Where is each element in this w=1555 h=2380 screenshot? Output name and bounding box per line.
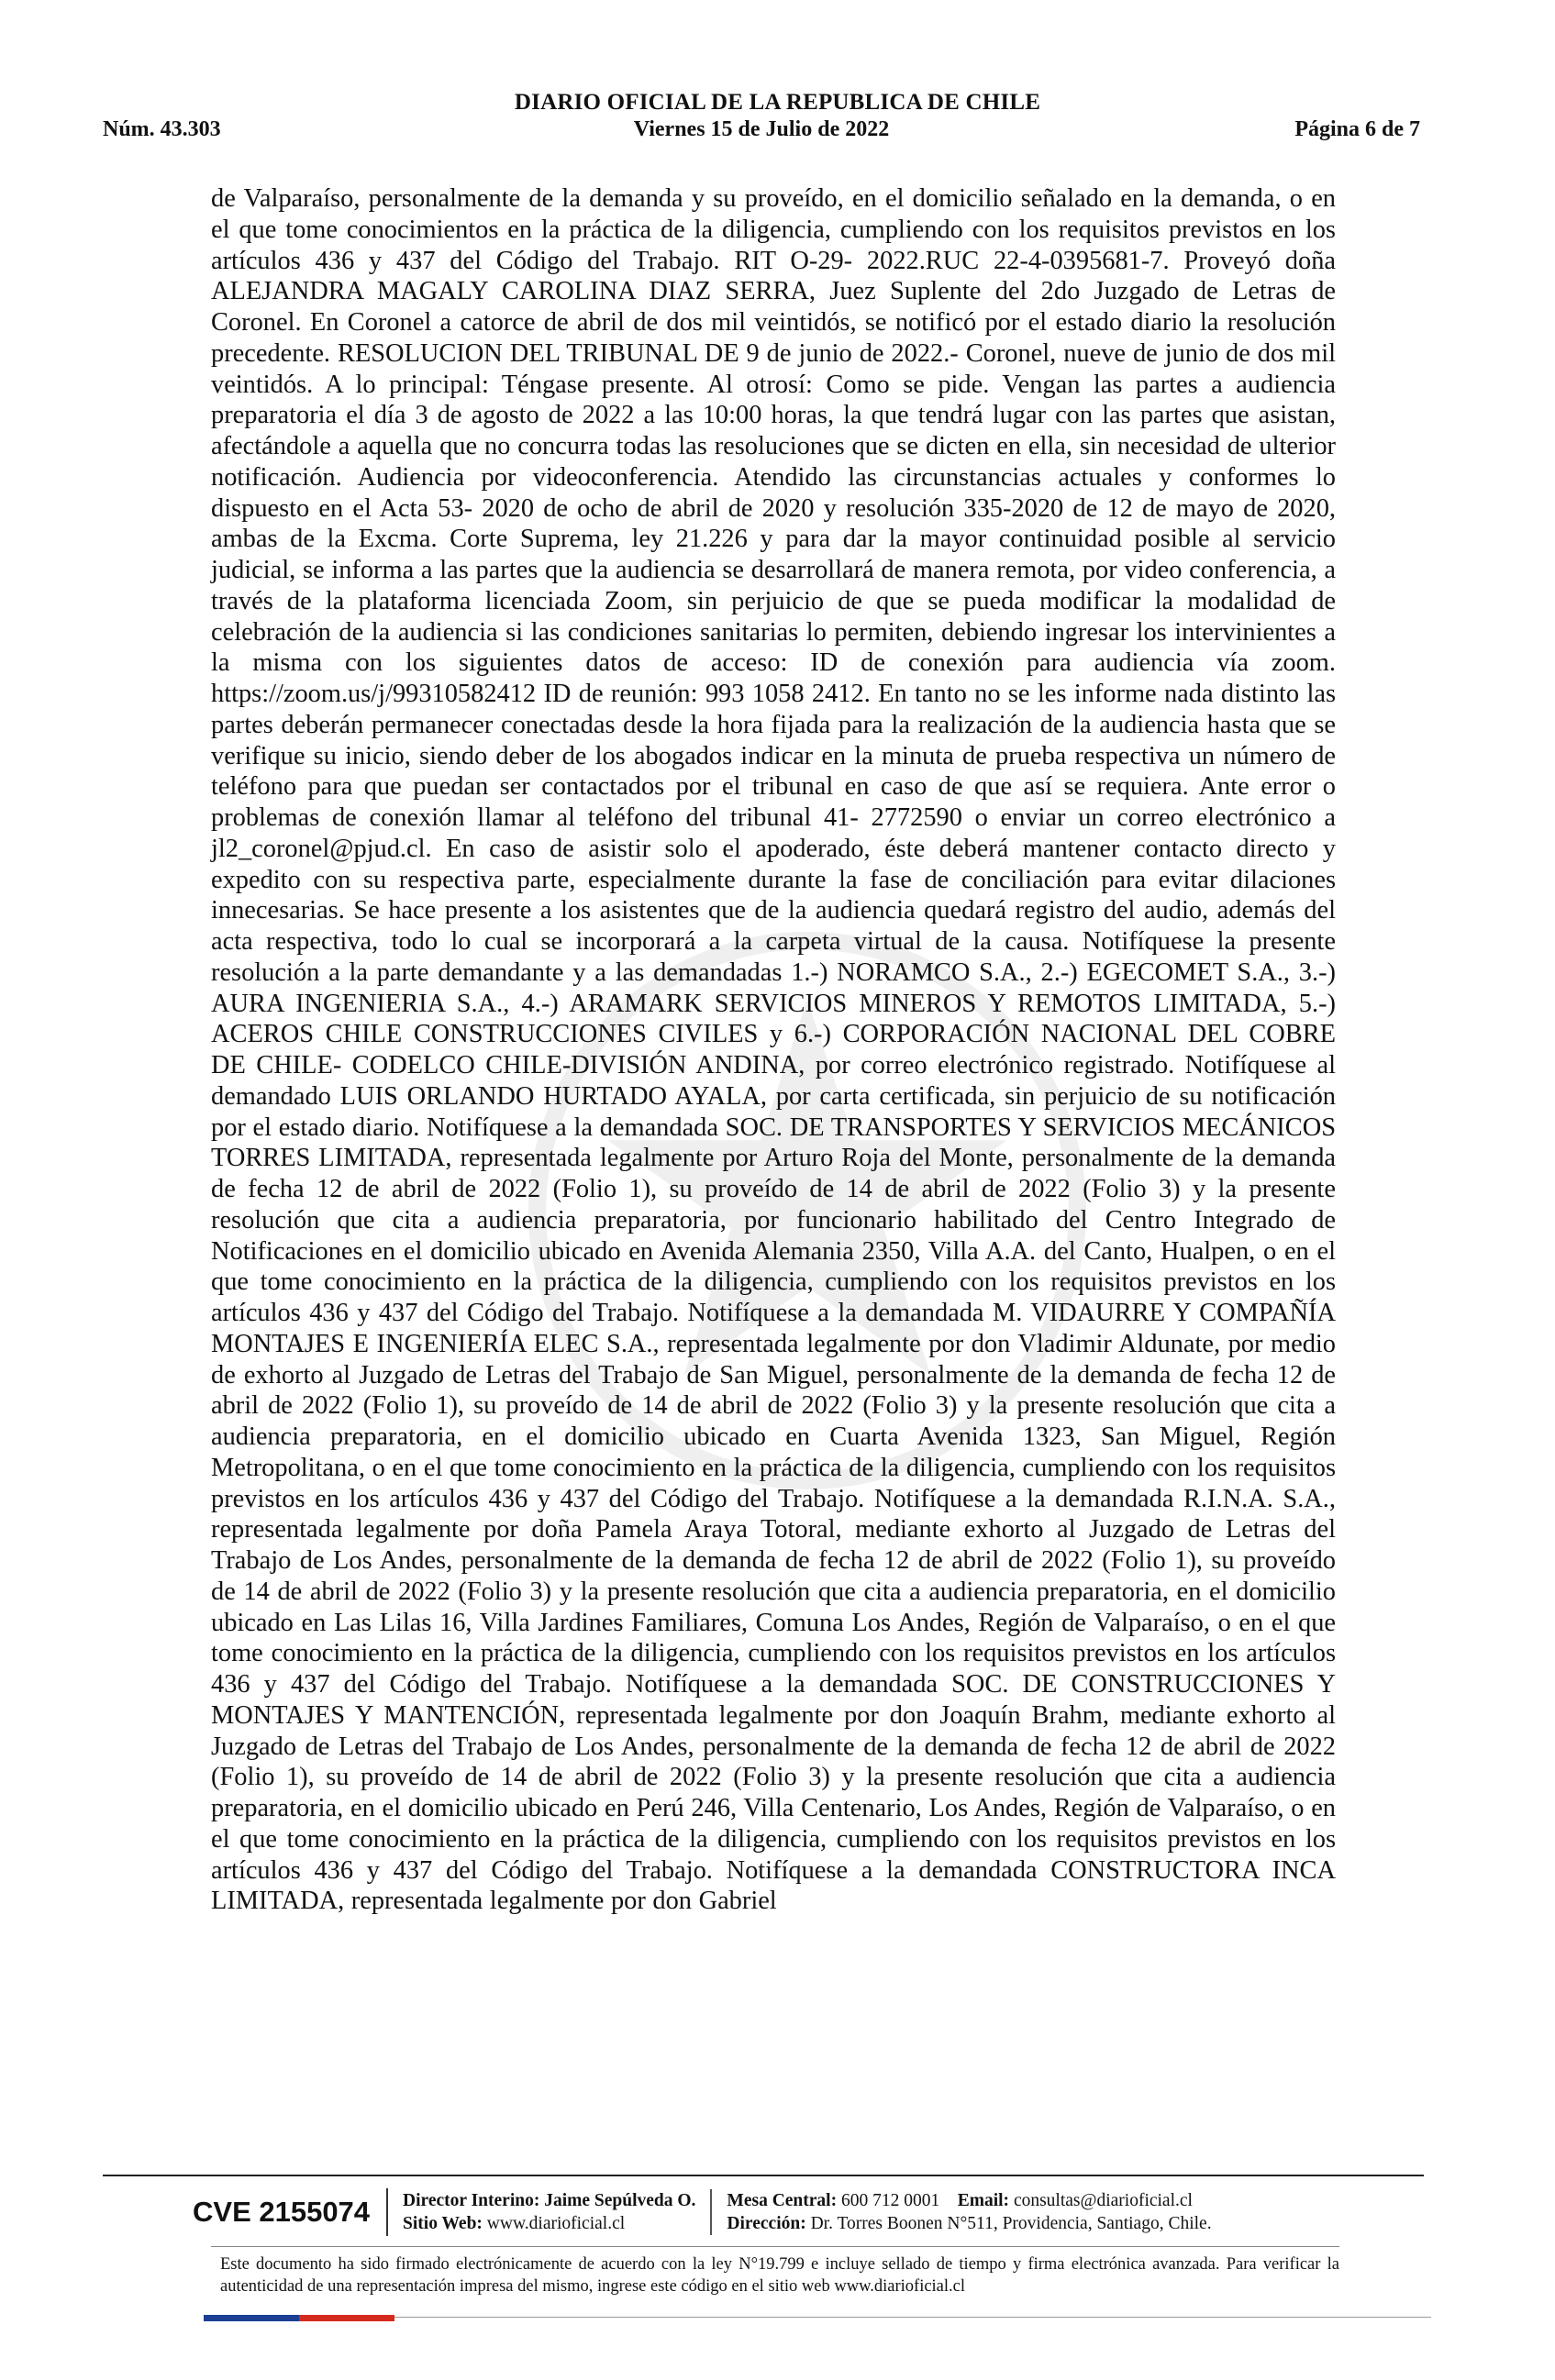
phone-number: 600 712 0001 [840, 2191, 940, 2210]
footer-contact-column [710, 2189, 1226, 2235]
bottom-rule [394, 2317, 1431, 2318]
address-label: Dirección: [727, 2214, 806, 2233]
document-body [211, 183, 1336, 1917]
phone-label: Mesa Central: [727, 2191, 838, 2210]
email-label: Email: [957, 2191, 1010, 2210]
body-paragraph: de Valparaíso, personalmente de la demanda y su proveído, en el domicilio señalado en la demanda, o en el que tome conocimientos en la práctica de la diligencia, cumpliendo con los requisitos previstos en los artículos 436 y 437 del Código del Trabajo. RIT O-29- 2022.RUC 22-4-0395681-7. Proveyó doña ALEJANDRA MAGALY CAROLINA DIAZ SERRA, Juez Suplente del 2do Juzgado de Letras de Coronel. En Coronel a catorce de abril de dos mil veintidós, se notificó por el estado diario la resolución precedente. RESOLUCION DEL TRIBUNAL DE 9 de junio de 2022.- Coronel, nueve de junio de dos mil veintidós. A lo principal: Téngase presente. Al otrosí: Como se pide. Vengan las partes a audiencia preparatoria el día 3 de agosto de 2022 a las 10:00 horas, la que tendrá lugar con las partes que asistan, afectándole a aquella que no concurra todas las resoluciones que se dicten en ella, sin necesidad de ulterior notificación. Audiencia por videoconferencia. Atendido las circunstancias actuales y conformes lo dispuesto en el Acta 53- 2020 de ocho de abril de 2020 y resolución 335-2020 de 12 de mayo de 2020, ambas de la Excma. Corte Suprema, ley 21.226 y para dar la mayor continuidad posible al servicio judicial, se informa a las partes que la audiencia se desarrollará de manera remota, por video conferencia, a través de la plataforma licenciada Zoom, sin perjuicio de que se pueda modificar la modalidad de celebración de la audiencia si las condiciones sanitarias lo permiten, debiendo ingresar los intervinientes a la misma con los siguientes datos de acceso: ID de conexión para audiencia vía zoom. https://zoom.us/j/99310582412 ID de reunión: 993 1058 2412. En tanto no se les informe nada distinto las partes deberán permanecer conectadas desde la hora fijada para la realización de la audiencia hasta que se verifique su inicio, siendo deber de los abogados indicar en la minuta de prueba respectiva un número de teléfono para que puedan ser contactados por el tribunal en caso de que así se requiera. Ante error o problemas de conexión llamar al teléfono del tribunal 41- 2772590 o enviar un correo electrónico a jl2_coronel@pjud.cl. En caso de asistir solo el apoderado, éste deberá mantener contacto directo y expedito con su respectiva parte, especialmente durante la fase de conciliación para evitar dilaciones innecesarias. Se hace presente a los asistentes que de la audiencia quedará registro del audio, además del acta respectiva, todo lo cual se incorporará a la carpeta virtual de la causa. Notifíquese la presente resolución a la parte demandante y a las demandadas 1.-) NORAMCO S.A., 2.-) EGECOMET S.A., 3.-) AURA INGENIERIA S.A., 4.-) ARAMARK SERVICIOS MINEROS Y REMOTOS LIMITADA, 5.-) ACEROS CHILE CONSTRUCCIONES CIVILES y 6.-) CORPORACIÓN NACIONAL DEL COBRE DE CHILE- CODELCO CHILE-DIVISIÓN ANDINA, por correo electrónico registrado. Notifíquese al demandado LUIS ORLANDO HURTADO AYALA, por carta certificada, sin perjuicio de su notificación por el estado diario. Notifíquese a la demandada SOC. DE TRANSPORTES Y SERVICIOS MECÁNICOS TORRES LIMITADA, representada legalmente por Arturo Roja del Monte, personalmente de la demanda de fecha 12 de abril de 2022 (Folio 1), su proveído de 14 de abril de 2022 (Folio 3) y la presente resolución que cita a audiencia preparatoria, por funcionario habilitado del Centro Integrado de Notificaciones en el domicilio ubicado en Avenida Alemania 2350, Villa A.A. del Canto, Hualpen, o en el que tome conocimiento en la práctica de la diligencia, cumpliendo con los requisitos previstos en los artículos 436 y 437 del Código del Trabajo. Notifíquese a la demandada M. VIDAURRE Y COMPAÑÍA MONTAJES E INGENIERÍA ELEC S.A., representada legalmente por don Vladimir Aldunate, por medio de exhorto al Juzgado de Letras del Trabajo de San Miguel, personalmente de la demanda de fecha 12 de abril de 2022 (Folio 1), su proveído de 14 de abril de 2022 (Folio 3) y la presente resolución que cita a audiencia preparatoria, en el domicilio ubicado en Cuarta Avenida 1323, San Miguel, Región Metropolitana, o en el que tome conocimiento en la práctica de la diligencia, cumpliendo con los requisitos previstos en los artículos 436 y 437 del Código del Trabajo. Notifíquese a la demandada R.I.N.A. S.A., representada legalmente por doña Pamela Araya Totoral, mediante exhorto al Juzgado de Letras del Trabajo de Los Andes, personalmente de la demanda de fecha 12 de abril de 2022 (Folio 1), su proveído de 14 de abril de 2022 (Folio 3) y la presente resolución que cita a audiencia preparatoria, en el domicilio ubicado en Las Lilas 16, Villa Jardines Familiares, Comuna Los Andes, Región de Valparaíso, o en el que tome conocimiento en la práctica de la diligencia, cumpliendo con los requisitos previstos en los artículos 436 y 437 del Código del Trabajo. Notifíquese a la demandada SOC. DE CONSTRUCCIONES Y MONTAJES Y MANTENCIÓN, representada legalmente por don Joaquín Brahm, mediante exhorto al Juzgado de Letras del Trabajo de Los Andes, personalmente de la demanda de fecha 12 de abril de 2022 (Folio 1), su proveído de 14 de abril de 2022 (Folio 3) y la presente resolución que cita a audiencia preparatoria, en el domicilio ubicado en Perú 246, Villa Centenario, Los Andes, Región de Valparaíso, o en el que tome conocimiento en la práctica de la diligencia, cumpliendo con los requisitos previstos en los artículos 436 y 437 del Código del Trabajo. Notifíquese a la demandada CONSTRUCTORA INCA LIMITADA, representada legalmente por don Gabriel [211, 184, 1336, 1916]
authenticity-disclaimer: Este documento ha sido firmado electrónicamente de acuerdo con la ley N°19.799 e incluye sellado de tiempo y firma electrónica avanzada. Para verificar la autenticidad de una representación impresa del mismo, ingrese este código en el sitio web www.diarioficial.cl [220, 2255, 1339, 2296]
website-label: Sitio Web: [403, 2214, 483, 2233]
footer-director-column [388, 2189, 710, 2235]
footer-divider [103, 2175, 1424, 2176]
header-info-row [103, 117, 1420, 142]
newspaper-title: DIARIO OFICIAL DE LA REPUBLICA DE CHILE [514, 90, 1041, 115]
footer-divider-thin [211, 2246, 1339, 2247]
issue-number: Núm. 43.303 [103, 117, 221, 141]
issue-date: Viernes 15 de Julio de 2022 [633, 117, 890, 141]
flag-blue-segment [204, 2315, 299, 2321]
website-link[interactable]: www.diarioficial.cl [486, 2214, 626, 2233]
director-name: Jaime Sepúlveda O. [544, 2191, 696, 2210]
flag-red-segment [299, 2315, 394, 2321]
cve-code: CVE 2155074 [193, 2188, 388, 2236]
footer [193, 2186, 1227, 2238]
flag-stripe [204, 2315, 394, 2321]
email-link[interactable]: consultas@diarioficial.cl [1013, 2191, 1193, 2210]
director-label: Director Interino: [403, 2191, 540, 2210]
address-value: Dr. Torres Boonen N°511, Providencia, Santiago, Chile. [810, 2214, 1212, 2233]
page-number: Página 6 de 7 [1294, 117, 1420, 141]
